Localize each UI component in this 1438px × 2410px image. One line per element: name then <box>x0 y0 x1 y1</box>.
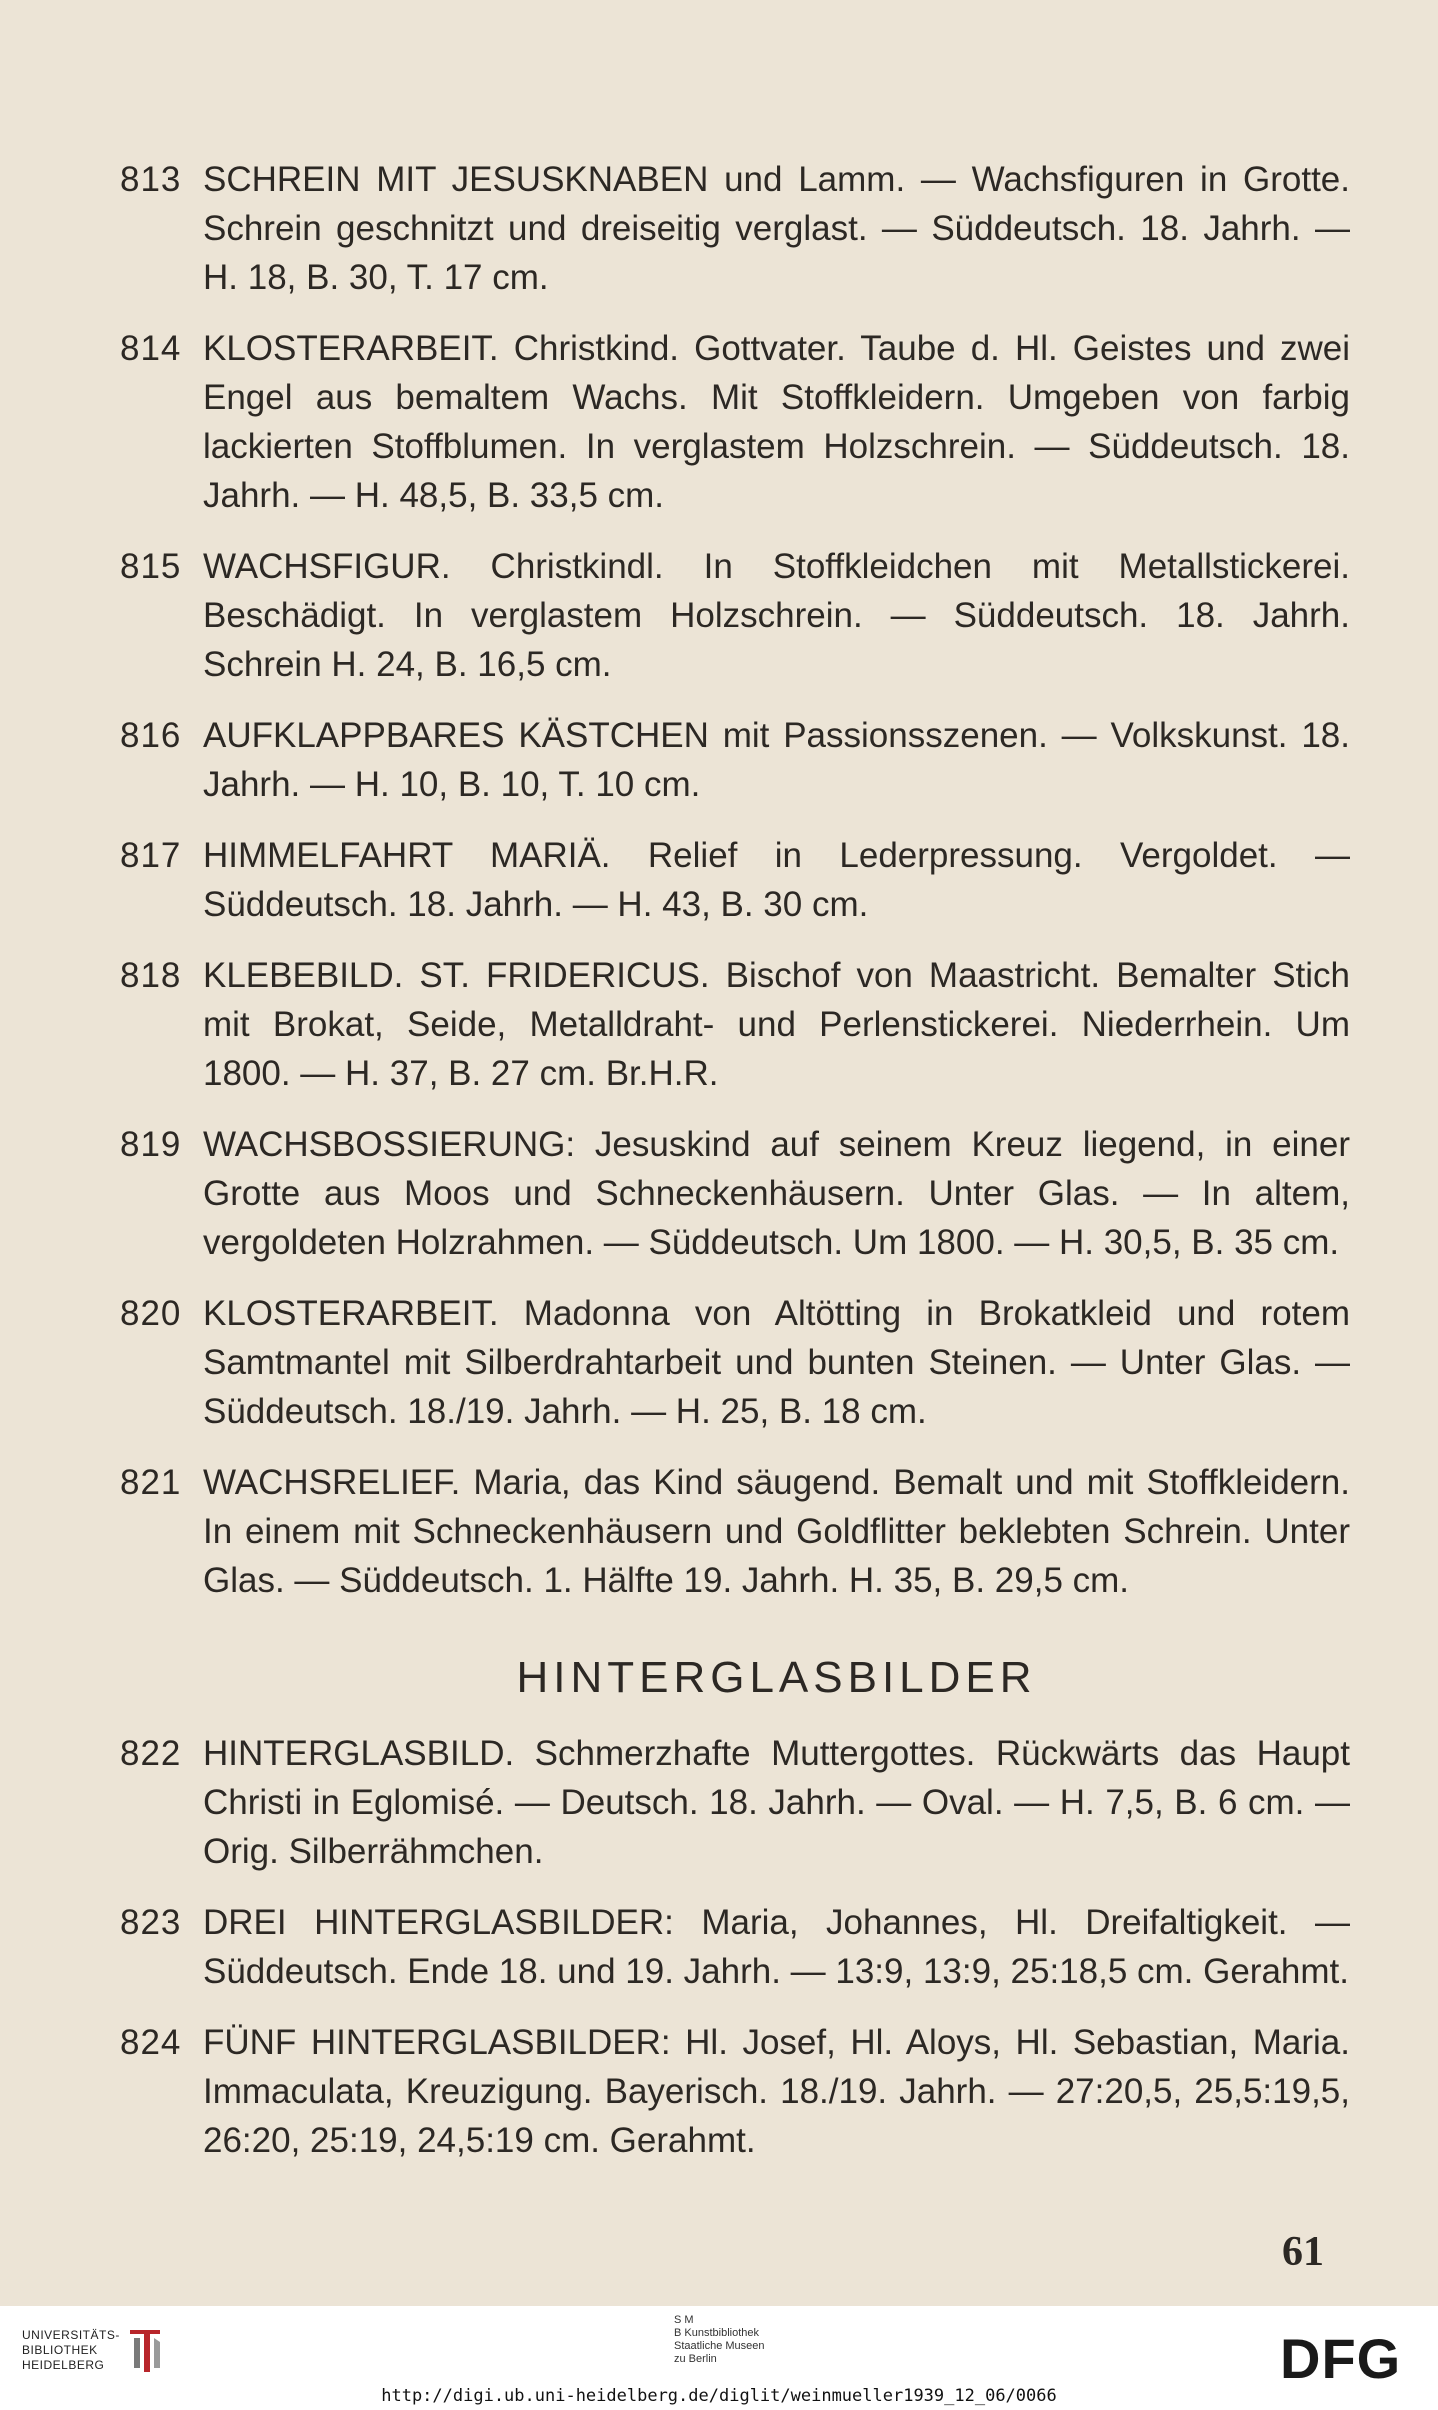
lot-entry <box>120 951 1350 1098</box>
museum-stamp <box>674 2314 765 2366</box>
lot-entry <box>120 2018 1350 2165</box>
lot-entry <box>120 1898 1350 1996</box>
univ-line: HEIDELBERG <box>22 2358 105 2372</box>
lot-number: 823 <box>120 1903 182 1942</box>
lot-entry <box>120 324 1350 520</box>
lot-number: 819 <box>120 1125 182 1164</box>
lot-entry <box>120 155 1350 302</box>
lot-description: WACHSRELIEF. Maria, das Kind säugend. Bemalt und mit Stoffkleidern. In einem mit Schneckenhäusern und Goldflitter beklebten Schrein. Unter Glas. — Süddeutsch. 1. Hälfte 19. Jahrh. H. 35, B. 29,5 cm. <box>203 1463 1350 1600</box>
univ-line: BIBLIOTHEK <box>22 2343 98 2357</box>
lot-entry <box>120 1729 1350 1876</box>
lot-entry <box>120 542 1350 689</box>
lot-number: 817 <box>120 836 182 875</box>
lot-description: KLOSTERARBEIT. Madonna von Altötting in Brokatkleid und rotem Samtmantel mit Silberdrahtarbeit und bunten Steinen. — Unter Glas. — Süddeutsch. 18./19. Jahrh. — H. 25, B. 18 cm. <box>203 1294 1350 1431</box>
lot-description: KLOSTERARBEIT. Christkind. Gottvater. Taube d. Hl. Geistes und zwei Engel aus bemaltem Wachs. Mit Stoffkleidern. Umgeben von farbig lackierten Stoffblumen. In verglastem Holzschrein. — Süddeutsch. 18. Jahrh. — H. 48,5, B. 33,5 cm. <box>203 329 1350 515</box>
source-url[interactable]: http://digi.ub.uni-heidelberg.de/diglit/weinmueller1939_12_06/0066 <box>381 2386 1057 2406</box>
lot-description: SCHREIN MIT JESUSKNABEN und Lamm. — Wachsfiguren in Grotte. Schrein geschnitzt und dreiseitig verglast. — Süddeutsch. 18. Jahrh. — H. 18, B. 30, T. 17 cm. <box>203 160 1350 297</box>
entries-list <box>120 155 1350 2187</box>
lot-description: WACHSFIGUR. Christkindl. In Stoffkleidchen mit Metallstickerei. Beschädigt. In verglastem Holzschrein. — Süddeutsch. 18. Jahrh. Schrein H. 24, B. 16,5 cm. <box>203 547 1350 684</box>
lot-description: HIMMELFAHRT MARIÄ. Relief in Lederpressung. Vergoldet. — Süddeutsch. 18. Jahrh. — H. 43, B. 30 cm. <box>203 836 1350 924</box>
lot-number: 818 <box>120 956 182 995</box>
stamp-line: S M <box>674 2314 694 2326</box>
stamp-line: B Kunstbibliothek <box>674 2327 759 2339</box>
lot-number: 824 <box>120 2023 182 2062</box>
lot-description: AUFKLAPPBARES KÄSTCHEN mit Passionsszenen. — Volkskunst. 18. Jahrh. — H. 10, B. 10, T. 10 cm. <box>203 716 1350 804</box>
dfg-logo: DFG <box>1280 2327 1402 2390</box>
lot-entry <box>120 711 1350 809</box>
lot-entry <box>120 831 1350 929</box>
lot-number: 813 <box>120 160 182 199</box>
lot-description: KLEBEBILD. ST. FRIDERICUS. Bischof von Maastricht. Bemalter Stich mit Brokat, Seide, Metalldraht- und Perlenstickerei. Niederrhein. Um 1800. — H. 37, B. 27 cm. Br.H.R. <box>203 956 1350 1093</box>
library-logo-icon <box>124 2322 166 2378</box>
lot-description: FÜNF HINTERGLASBILDER: Hl. Josef, Hl. Aloys, Hl. Sebastian, Maria. Immaculata, Kreuzigung. Bayerisch. 18./19. Jahrh. — 27:20,5, 25,5:19,5, 26:20, 25:19, 24,5:19 cm. Gerahmt. <box>203 2023 1350 2160</box>
univ-line: UNIVERSITÄTS- <box>22 2328 120 2342</box>
section-heading: HINTERGLASBILDER <box>516 1653 1037 1702</box>
lot-entry <box>120 1120 1350 1267</box>
lot-number: 822 <box>120 1734 182 1773</box>
lot-description: HINTERGLASBILD. Schmerzhafte Muttergottes. Rückwärts das Haupt Christi in Eglomisé. — Deutsch. 18. Jahrh. — Oval. — H. 7,5, B. 6 cm. — Orig. Silberrähmchen. <box>203 1734 1350 1871</box>
lot-number: 820 <box>120 1294 182 1333</box>
lot-number: 821 <box>120 1463 182 1502</box>
university-library-label <box>22 2328 120 2373</box>
footer-bar <box>0 2306 1438 2410</box>
stamp-line: zu Berlin <box>674 2353 717 2365</box>
stamp-line: Staatliche Museen <box>674 2340 765 2352</box>
lot-number: 816 <box>120 716 182 755</box>
lot-entry <box>120 1289 1350 1436</box>
lot-entry <box>120 1458 1350 1605</box>
lot-number: 814 <box>120 329 182 368</box>
page-number: 61 <box>1282 2229 1324 2275</box>
lot-description: DREI HINTERGLASBILDER: Maria, Johannes, Hl. Dreifaltigkeit. — Süddeutsch. Ende 18. und 19. Jahrh. — 13:9, 13:9, 25:18,5 cm. Gerahmt. <box>203 1903 1350 1991</box>
lot-description: WACHSBOSSIERUNG: Jesuskind auf seinem Kreuz liegend, in einer Grotte aus Moos und Schneckenhäusern. Unter Glas. — In altem, vergoldeten Holzrahmen. — Süddeutsch. Um 1800. — H. 30,5, B. 35 cm. <box>203 1125 1350 1262</box>
lot-number: 815 <box>120 547 182 586</box>
